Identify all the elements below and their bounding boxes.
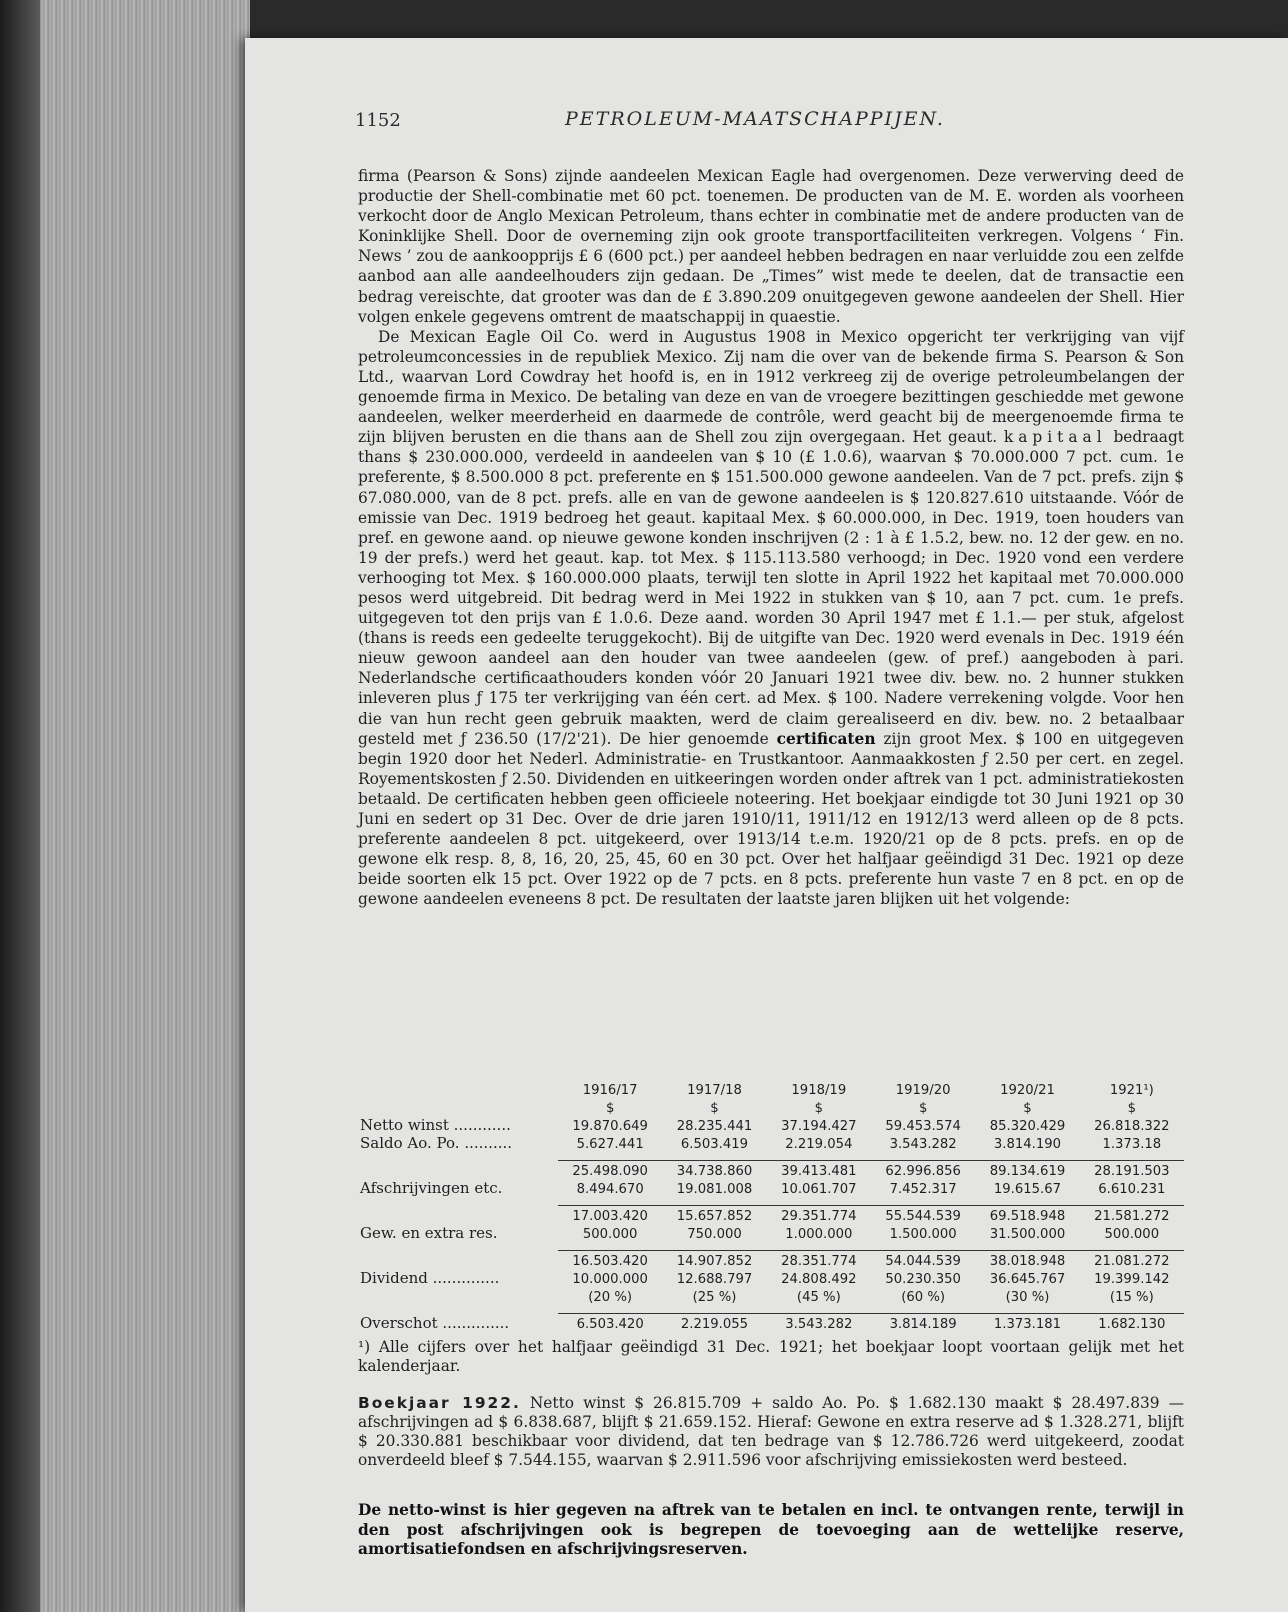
row-label bbox=[358, 1287, 558, 1305]
subtotal-2-row bbox=[358, 1206, 1184, 1225]
table-cell: 17.003.420 bbox=[558, 1206, 662, 1225]
dividend-row bbox=[358, 1269, 1184, 1287]
netto-winst-note: De netto-winst is hier gegeven na aftrek van te betalen en incl. te ontvangen rente, terwijl in den post afschrijvingen ook is begrepen de toevoeging aan de wettelijke reserve, amortisatiefondsen en afschrijvingsreserven. bbox=[358, 1501, 1184, 1558]
table-cell: 54.044.539 bbox=[871, 1251, 975, 1270]
paragraph-2-part-c: zijn groot Mex. $ 100 en uitgegeven begin 1920 door het Nederl. Administratie- en Trustkantoor. Aanmaakkosten ƒ 2.50 per cert. en zegel. Royementskosten ƒ 2.50. Dividenden en uitkeeringen worden onder aftrek van 1 pct. administratiekosten betaald. De certificaten hebben geen officieele noteering. Het boekjaar eindigde tot 30 Juni 1921 op 30 Juni en sedert op 31 Dec. Over de drie jaren 1910/11, 1911/12 en 1912/13 werd alleen op de 8 pcts. preferente aandeelen 8 pct. uitgekeerd, over 1913/14 t.e.m. 1920/21 op de 8 pcts. prefs. en op de gewone elk resp. 8, 8, 16, 20, 25, 45, 60 en 30 pct. Over het halfjaar geëindigd 31 Dec. 1921 op deze beide soorten elk 15 pct. Over 1922 op de 7 pcts. en 8 pcts. preferente hun vaste 7 en 8 pct. en op de gewone aandeelen eveneens 8 pct. De resultaten der laatste jaren blijken uit het volgende: bbox=[358, 729, 1184, 909]
table-cell: 1917/18 bbox=[687, 1083, 742, 1098]
table-cell: 15.657.852 bbox=[662, 1206, 766, 1225]
row-label: Netto winst ............ bbox=[360, 1116, 511, 1134]
table-cell: 62.996.856 bbox=[871, 1161, 975, 1180]
paragraph-2 bbox=[358, 327, 1184, 910]
table-cell: 2.219.055 bbox=[662, 1314, 766, 1333]
row-label: Dividend .............. bbox=[360, 1269, 500, 1287]
table-cell: 55.544.539 bbox=[871, 1206, 975, 1225]
row-label: Gew. en extra res. bbox=[360, 1224, 498, 1242]
table-cell: 12.688.797 bbox=[676, 1272, 753, 1287]
table-cell: 1920/21 bbox=[1000, 1083, 1055, 1098]
table-cell: 37.194.427 bbox=[781, 1119, 857, 1134]
table-cell: 1.500.000 bbox=[889, 1227, 957, 1242]
table-cell: $ bbox=[918, 1101, 928, 1116]
table-cell: 24.808.492 bbox=[781, 1272, 857, 1287]
years-row bbox=[358, 1080, 1184, 1098]
spacer-row bbox=[358, 1305, 1184, 1314]
table-cell: 14.907.852 bbox=[662, 1251, 766, 1270]
table-cell: (25 %) bbox=[692, 1290, 737, 1305]
table-cell: 19.399.142 bbox=[1094, 1272, 1170, 1287]
table-cell: 1.682.130 bbox=[1080, 1314, 1184, 1333]
table-cell: 28.351.774 bbox=[767, 1251, 871, 1270]
table-cell: 38.018.948 bbox=[975, 1251, 1079, 1270]
table-cell: 50.230.350 bbox=[885, 1272, 961, 1287]
table-cell: 1918/19 bbox=[791, 1083, 847, 1098]
table-cell: 39.413.481 bbox=[767, 1161, 871, 1180]
table-cell: 5.627.441 bbox=[576, 1137, 644, 1152]
kapitaal-term: kapitaal bbox=[1003, 428, 1107, 447]
table-cell: 7.452.317 bbox=[889, 1182, 957, 1197]
table-cell: 31.500.000 bbox=[989, 1227, 1066, 1242]
table-cell: 1916/17 bbox=[582, 1083, 638, 1098]
table-cell: 26.818.322 bbox=[1094, 1119, 1170, 1134]
table-cell: $ bbox=[605, 1101, 615, 1116]
subtotal-3-row bbox=[358, 1251, 1184, 1270]
table-cell: 6.610.231 bbox=[1098, 1182, 1166, 1197]
table-cell: 10.000.000 bbox=[572, 1272, 648, 1287]
currency-row bbox=[358, 1098, 1184, 1116]
table-cell: (45 %) bbox=[796, 1290, 841, 1305]
table-cell: 19.081.008 bbox=[676, 1182, 753, 1197]
table-cell: 36.645.767 bbox=[989, 1272, 1066, 1287]
table-cell: 2.219.054 bbox=[785, 1137, 853, 1152]
row-label bbox=[358, 1161, 558, 1180]
row-label: Afschrijvingen etc. bbox=[360, 1179, 503, 1197]
table-cell: 25.498.090 bbox=[558, 1161, 662, 1180]
table-cell: 29.351.774 bbox=[767, 1206, 871, 1225]
table-cell: 21.581.272 bbox=[1080, 1206, 1184, 1225]
table-cell: $ bbox=[710, 1101, 719, 1116]
book-spine-shadow bbox=[0, 0, 40, 1612]
table-cell: 19.615.67 bbox=[993, 1182, 1062, 1197]
boekjaar-text: Netto winst $ 26.815.709 + saldo Ao. Po. $ 1.682.130 maakt $ 28.497.839 — afschrijvingen ad $ 6.838.687, blijft $ 21.659.152. Hieraf: Gewone en extra reserve ad $ 1.328.271, blijft $ 20.330.881 beschikbaar voor dividend, dat ten bedrage van $ 12.786.726 werd uitgekeerd, zoodat onverdeeld bleef $ 7.544.155, waarvan $ 2.911.596 voor afschrijving emissiekosten werd besteed. bbox=[358, 1394, 1184, 1469]
row-label bbox=[358, 1251, 558, 1270]
table-cell: $ bbox=[1023, 1101, 1032, 1116]
table-cell: (15 %) bbox=[1109, 1290, 1154, 1305]
table-cell: 500.000 bbox=[1104, 1227, 1160, 1242]
boekjaar-heading: Boekjaar 1922. bbox=[358, 1394, 521, 1412]
table-cell: 28.235.441 bbox=[676, 1119, 753, 1134]
financial-results-table bbox=[358, 1080, 1184, 1332]
reserve-row bbox=[358, 1224, 1184, 1242]
table-cell: 85.320.429 bbox=[989, 1119, 1066, 1134]
table-cell: 3.543.282 bbox=[889, 1137, 957, 1152]
table-cell: 1.000.000 bbox=[785, 1227, 853, 1242]
running-head: PETROLEUM-MAATSCHAPPIJEN. bbox=[565, 108, 945, 130]
row-label bbox=[358, 1098, 558, 1116]
netto-winst-row bbox=[358, 1116, 1184, 1134]
page-number: 1152 bbox=[355, 110, 401, 131]
table-footnote: ¹) Alle cijfers over het halfjaar geëindigd 31 Dec. 1921; het boekjaar loopt voortaan gelijk met het kalenderjaar. bbox=[358, 1338, 1184, 1375]
table-cell: 28.191.503 bbox=[1080, 1161, 1184, 1180]
table-cell: 89.134.619 bbox=[975, 1161, 1079, 1180]
afschrijvingen-row bbox=[358, 1179, 1184, 1197]
table-cell: $ bbox=[814, 1101, 824, 1116]
table-cell: (30 %) bbox=[1005, 1290, 1050, 1305]
table-cell: 21.081.272 bbox=[1080, 1251, 1184, 1270]
paragraph-1: firma (Pearson & Sons) zijnde aandeelen Mexican Eagle had overgenomen. Deze verwerving deed de productie der Shell-combinatie met 60 pct. toenemen. De producten van de M. E. worden als voorheen verkocht door de Anglo Mexican Petroleum, thans echter in combinatie met de andere producten van de Koninklijke Shell. Door de overneming zijn ook groote transportfaciliteiten verkregen. Volgens ‘ Fin. News ’ zou de aankoopprijs £ 6 (600 pct.) per aandeel hebben bedragen en naar verluidde zou een zelfde aanbod aan alle aandeelhouders zijn gedaan. De „Times” wist mede te deelen, dat de transactie een bedrag vereischte, dat grooter was dan de £ 3.890.209 onuitgegeven gewone aandeelen der Shell. Hier volgen enkele gegevens omtrent de maatschappij in quaestie. bbox=[358, 167, 1184, 326]
table-cell: 1919/20 bbox=[895, 1083, 951, 1098]
table-cell: 3.814.190 bbox=[993, 1137, 1062, 1152]
spacer-row bbox=[358, 1197, 1184, 1206]
spacer-row bbox=[358, 1152, 1184, 1161]
table-cell: 59.453.574 bbox=[885, 1119, 961, 1134]
table-cell: $ bbox=[1127, 1101, 1137, 1116]
table-cell: 10.061.707 bbox=[781, 1182, 857, 1197]
table-cell: (60 %) bbox=[901, 1290, 946, 1305]
table-cell: 8.494.670 bbox=[576, 1182, 644, 1197]
subtotal-1-row bbox=[358, 1161, 1184, 1180]
table-cell: 1921¹) bbox=[1109, 1083, 1154, 1098]
table-cell: 16.503.420 bbox=[558, 1251, 662, 1270]
table-cell: 69.518.948 bbox=[975, 1206, 1079, 1225]
row-label: Overschot .............. bbox=[360, 1314, 510, 1332]
table-cell: 1.373.18 bbox=[1102, 1137, 1162, 1152]
dividend-pct-row bbox=[358, 1287, 1184, 1305]
boekjaar-1922-paragraph bbox=[358, 1394, 1184, 1470]
body-text bbox=[358, 166, 1184, 909]
table-cell: 500.000 bbox=[582, 1227, 638, 1242]
row-label bbox=[358, 1206, 558, 1225]
table-cell: 6.503.419 bbox=[680, 1137, 749, 1152]
certificaten-term: certificaten bbox=[776, 729, 876, 748]
overschot-row bbox=[358, 1314, 1184, 1333]
table-cell: 34.738.860 bbox=[662, 1161, 766, 1180]
table-cell: 19.870.649 bbox=[572, 1119, 648, 1134]
table-cell: 1.373.181 bbox=[975, 1314, 1079, 1333]
saldo-row bbox=[358, 1134, 1184, 1152]
paragraph-2-part-a: De Mexican Eagle Oil Co. werd in Augustus 1908 in Mexico opgericht ter verkrijging van vijf petroleumconcessies in de republiek Mexico. Zij nam die over van de bekende firma S. Pearson & Son Ltd., waarvan Lord Cowdray het hoofd is, en in 1912 verkreeg zij de overige petroleumbelangen der genoemde firma in Mexico. De betaling van deze en van de vroegere bezittingen geschiedde met gewone aandeelen, welker meerderheid en daarmede de contrôle, werd geacht bij de meergenoemde firma te zijn blijven berusten en die thans aan de Shell zou zijn overgegaan. Het geaut. bbox=[358, 327, 1184, 447]
spacer-row bbox=[358, 1242, 1184, 1251]
table-cell: (20 %) bbox=[588, 1290, 633, 1305]
table-cell: 6.503.420 bbox=[558, 1314, 662, 1333]
row-label bbox=[358, 1080, 558, 1098]
table-cell: 750.000 bbox=[687, 1227, 742, 1242]
book-page bbox=[245, 38, 1288, 1612]
table-cell: 3.543.282 bbox=[767, 1314, 871, 1333]
paragraph-2-part-b: bedraagt thans $ 230.000.000, verdeeld in aandeelen van $ 10 (£ 1.0.6), waarvan $ 70.000.000 7 pct. cum. 1e preferente, $ 8.500.000 8 pct. preferente en $ 151.500.000 gewone aandeelen. Van de 7 pct. prefs. zijn $ 67.080.000, van de 8 pct. prefs. alle en van de gewone aandeelen is $ 120.827.610 uitstaande. Vóór de emissie van Dec. 1919 bedroeg het geaut. kapitaal Mex. $ 60.000.000, in Dec. 1919, toen houders van pref. en gewone aand. op nieuwe gewone konden inschrijven (2 : 1 à £ 1.5.2, bew. no. 12 der gew. en no. 19 der prefs.) werd het geaut. kap. tot Mex. $ 115.113.580 verhoogd; in Dec. 1920 vond een verdere verhooging tot Mex. $ 160.000.000 plaats, terwijl ten slotte in April 1922 het kapitaal met 70.000.000 pesos werd uitgebreid. Dit bedrag werd in Mei 1922 in stukken van $ 10, aan 7 pct. cum. 1e prefs. uitgegeven tot den prijs van £ 1.0.6. Deze aand. worden 30 April 1947 met £ 1.1.— per stuk, afgelost (thans is reeds een gedeelte teruggekocht). Bij de uitgifte van Dec. 1920 werd evenals in Dec. 1919 één nieuw gewoon aandeel aan den houder van twee aandeelen (gew. of pref.) aangeboden à pari. Nederlandsche certificaathouders konden vóór 20 Januari 1921 twee div. bew. no. 2 hunner stukken inleveren plus ƒ 175 ter verkrijging van één cert. ad Mex. $ 100. Nadere verrekening volgde. Voor hen die van hun recht geen gebruik maakten, werd de claim gerealiseerd en div. bew. no. 2 betaalbaar gesteld met ƒ 236.50 (17/2'21). De hier genoemde bbox=[358, 428, 1184, 748]
row-label: Saldo Ao. Po. .......... bbox=[360, 1134, 513, 1152]
table-cell: 3.814.189 bbox=[871, 1314, 975, 1333]
